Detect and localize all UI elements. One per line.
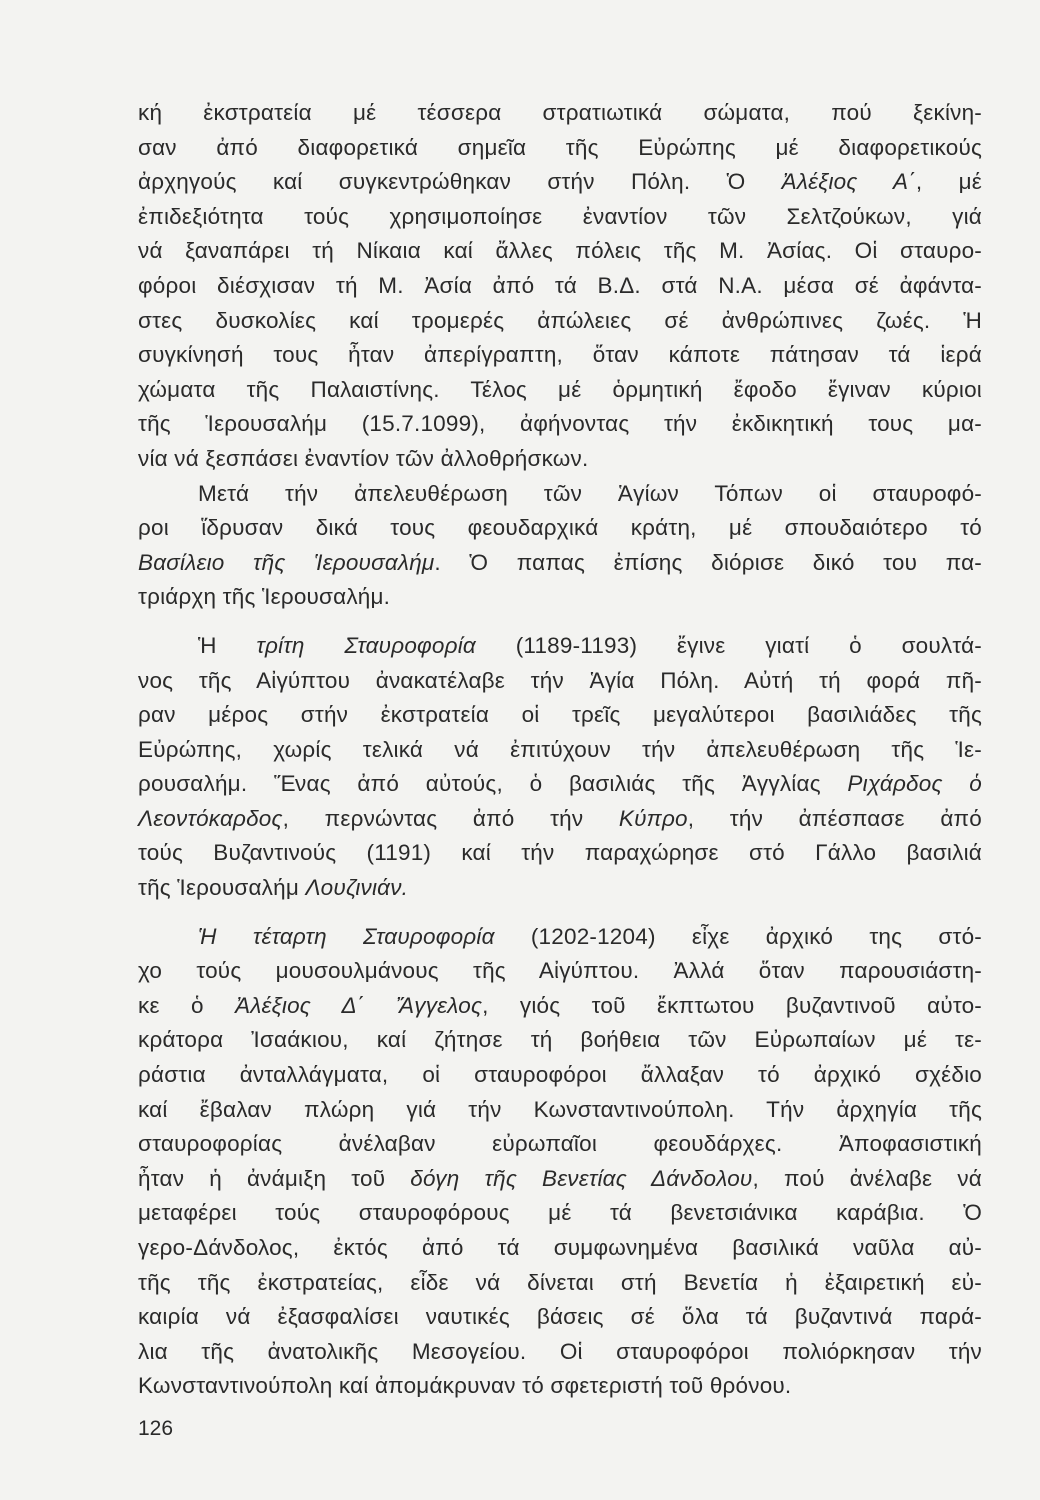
text-line: σταυροφορίας ἀνέλαβαν εὐρωπαῖοι φεουδάρχες. Ἀποφασιστική — [138, 1131, 982, 1157]
text-line: Ἡ τρίτη Σταυροφορία (1189-1193) ἔγινε γιατί ὁ σουλτά- — [198, 632, 982, 658]
text-line: φόροι διέσχισαν τή Μ. Ἀσία ἀπό τά Β.Δ. στά Ν.Α. μέσα σέ ἀφάντα- — [138, 272, 982, 298]
text-line: στες δυσκολίες καί τρομερές ἀπώλειες σέ ἀνθρώπινες ζωές. Ἡ — [138, 307, 982, 333]
paragraph-first-crusade-continued — [138, 96, 982, 477]
text-line: καιρία νά ἐξασφαλίσει ναυτικές βάσεις σέ ὅλα τά βυζαντινά παρά- — [138, 1304, 982, 1330]
text-line: τῆς Ἱερουσαλήμ (15.7.1099), ἀφήνοντας τήν ἐκδικητική τους μα- — [138, 411, 982, 437]
paragraph-crusader-states — [138, 477, 982, 615]
text-line: Κωνσταντινούπολη καί ἀπομάκρυναν τό σφετεριστή τοῦ θρόνου. — [138, 1373, 792, 1399]
text-line: νος τῆς Αἰγύπτου ἀνακατέλαβε τήν Ἁγία Πόλη. Αὐτή τή φορά πῆ- — [138, 667, 982, 693]
text-line: ἀρχηγούς καί συγκεντρώθηκαν στήν Πόλη. Ὁ Ἀλέξιος Α΄, μέ — [138, 169, 982, 195]
text-line: νία νά ξεσπάσει ἐναντίον τῶν ἀλλοθρήσκων. — [138, 445, 589, 471]
text-line: τῆς Ἱερουσαλήμ Λουζινιάν. — [138, 875, 409, 901]
paragraph-gap — [138, 615, 982, 629]
text-line: ραν μέρος στήν ἐκστρατεία οἱ τρεῖς μεγαλύτεροι βασιλιάδες τῆς — [138, 702, 982, 728]
paragraph-gap — [138, 906, 982, 920]
text-line: λια τῆς ἀνατολικῆς Μεσογείου. Οἱ σταυροφόροι πολιόρκησαν τήν — [138, 1338, 982, 1364]
text-line: ἐπιδεξιότητα τούς χρησιμοποίησε ἐναντίον τῶν Σελτζούκων, γιά — [138, 203, 982, 229]
text-line: συγκίνησή τους ἦταν ἀπερίγραπτη, ὅταν κάποτε πάτησαν τά ἱερά — [138, 342, 982, 368]
paragraph-third-crusade — [138, 629, 982, 906]
text-line: καί ἔβαλαν πλώρη γιά τήν Κωνσταντινούπολη. Τήν ἀρχηγία τῆς — [138, 1096, 982, 1122]
text-line: Ἡ τέταρτη Σταυροφορία (1202-1204) εἶχε ἀρχικό της στό- — [198, 923, 982, 949]
text-line: τῆς τῆς ἐκστρατείας, εἶδε νά δίνεται στή Βενετία ἡ ἐξαιρετική εὐ- — [138, 1269, 982, 1295]
text-line: κή ἐκστρατεία μέ τέσσερα στρατιωτικά σώματα, πού ξεκίνη- — [138, 100, 982, 125]
text-line: χώματα τῆς Παλαιστίνης. Τέλος μέ ὁρμητική ἔφοδο ἔγιναν κύριοι — [138, 376, 982, 402]
text-line: κε ὁ Ἀλέξιος Δ΄ Ἄγγελος, γιός τοῦ ἔκπτωτου βυζαντινοῦ αὐτο- — [138, 992, 983, 1018]
text-line: νά ξαναπάρει τή Νίκαια καί ἄλλες πόλεις τῆς Μ. Ἀσίας. Οἱ σταυρο- — [138, 238, 982, 264]
text-line: μεταφέρει τούς σταυροφόρους μέ τά βενετσιάνικα καράβια. Ὁ — [138, 1200, 982, 1226]
text-line: Λεοντόκαρδος, περνώντας ἀπό τήν Κύπρο, τήν ἀπέσπασε ἀπό — [138, 805, 982, 831]
page-number: 126 — [138, 1417, 174, 1440]
text-line: κράτορα Ἰσαάκιου, καί ζήτησε τή βοήθεια τῶν Εὐρωπαίων μέ τε- — [138, 1027, 982, 1053]
text-line: χο τούς μουσουλμάνους τῆς Αἰγύπτου. Ἀλλά ὅταν παρουσιάστη- — [138, 958, 982, 984]
text-line: ρουσαλήμ. Ἕνας ἀπό αὐτούς, ὁ βασιλιάς τῆς Ἀγγλίας Ριχάρδος ὁ — [138, 771, 982, 797]
text-line: ροι ἵδρυσαν δικά τους φεουδαρχικά κράτη, μέ σπουδαιότερο τό — [138, 515, 982, 541]
text-line: ἦταν ἡ ἀνάμιξη τοῦ δόγη τῆς Βενετίας Δάνδολου, πού ἀνέλαβε νά — [138, 1165, 982, 1191]
text-line: Μετά τήν ἀπελευθέρωση τῶν Ἁγίων Τόπων οἱ σταυροφό- — [198, 480, 982, 506]
text-line: σαν ἀπό διαφορετικά σημεῖα τῆς Εὐρώπης μέ διαφορετικούς — [138, 134, 982, 160]
text-line: τούς Βυζαντινούς (1191) καί τήν παραχώρησε στό Γάλλο βασιλιά — [138, 840, 982, 866]
text-line: Βασίλειο τῆς Ἱερουσαλήμ. Ὁ παπας ἐπίσης διόρισε δικό του πα- — [138, 549, 982, 575]
text-line: Εὐρώπης, χωρίς τελικά νά ἐπιτύχουν τήν ἀπελευθέρωση τῆς Ἱε- — [138, 736, 982, 762]
paragraph-fourth-crusade — [138, 920, 982, 1404]
text-line: γερο-Δάνδολος, ἐκτός ἀπό τά συμφωνημένα βασιλικά ναῦλα αὐ- — [138, 1235, 982, 1260]
text-line: ράστια ἀνταλλάγματα, οἱ σταυροφόροι ἄλλαξαν τό ἀρχικό σχέδιο — [138, 1062, 982, 1088]
text-line: τριάρχη τῆς Ἱερουσαλήμ. — [138, 584, 391, 610]
body-text — [138, 96, 982, 1404]
